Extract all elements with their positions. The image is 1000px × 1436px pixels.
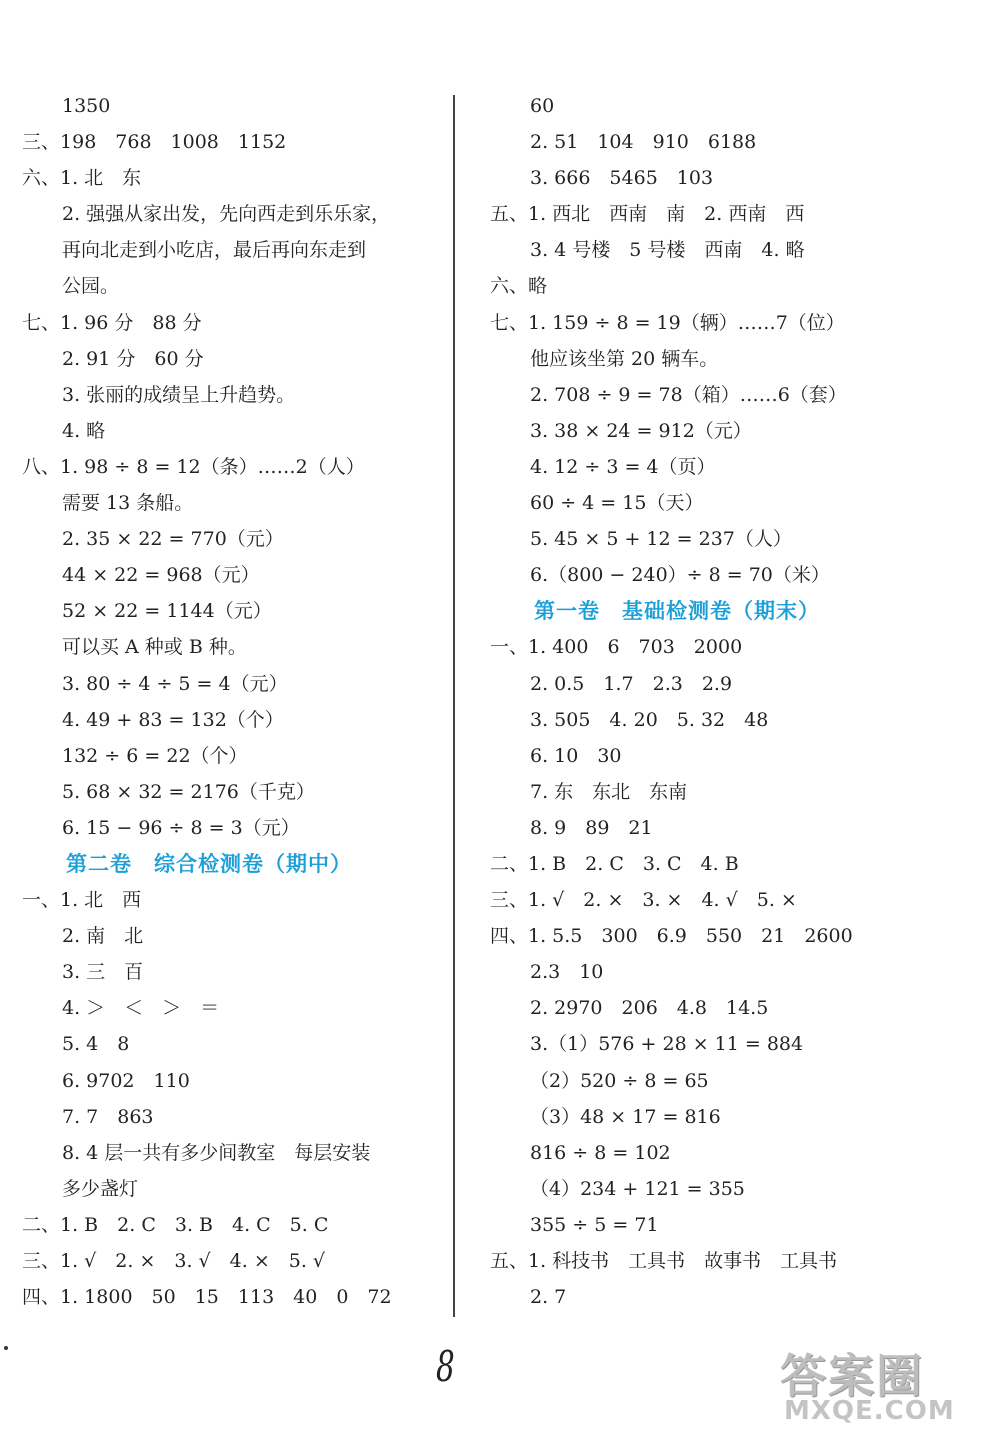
answer-line — [22, 593, 442, 629]
section-marker: 三、 — [22, 1250, 61, 1272]
answer-line — [490, 810, 960, 846]
answer-line — [490, 341, 960, 377]
section-marker: 二、 — [22, 1213, 61, 1236]
answer-text: 4. 12 ÷ 3 = 4（页） — [530, 455, 716, 478]
answer-line — [490, 268, 960, 304]
answer-text: 8. 4 层一共有多少间教室 每层安装 — [62, 1141, 371, 1164]
answer-text: 再向北走到小吃店，最后再向东走到 — [62, 239, 367, 262]
answer-line — [22, 124, 442, 160]
section-marker: 四、 — [22, 1286, 61, 1309]
watermark-url: MXQE.COM — [784, 1396, 955, 1426]
answer-text: 1. 5.5 300 6.9 550 21 2600 — [528, 925, 853, 948]
answer-text: 6.（800 − 240）÷ 8 = 70（米） — [530, 564, 830, 587]
answer-text: 52 × 22 = 1144（元） — [62, 600, 272, 623]
answer-line — [22, 305, 442, 341]
answer-text: 2. 0.5 1.7 2.3 2.9 — [530, 672, 733, 695]
answer-line — [22, 521, 442, 557]
answer-line — [22, 1099, 442, 1135]
answer-line — [490, 485, 960, 521]
answer-line — [22, 666, 442, 702]
answer-line — [22, 413, 442, 449]
answer-text: 1. 98 ÷ 8 = 12（条）……2（人） — [60, 455, 365, 478]
section-marker: 二、 — [490, 852, 529, 875]
answer-text: 1. 400 6 703 2000 — [528, 636, 743, 659]
answer-text: 1. 北 西 — [60, 889, 142, 912]
section-marker: 三、 — [490, 889, 529, 912]
answer-text: 2. 2970 206 4.8 14.5 — [530, 997, 769, 1020]
section-marker: 六、 — [22, 167, 61, 190]
answer-line — [490, 954, 960, 990]
answer-text: 5. 4 8 — [62, 1033, 130, 1056]
answer-line — [22, 341, 442, 377]
answer-line — [490, 882, 960, 918]
answer-line — [490, 1171, 960, 1207]
answer-line — [22, 1279, 442, 1315]
section-marker: 六、 — [490, 275, 529, 298]
answer-text: 1. 159 ÷ 8 = 19（辆）……7（位） — [528, 311, 845, 334]
answer-text: 355 ÷ 5 = 71 — [530, 1213, 659, 1236]
answer-line — [490, 521, 960, 557]
answer-line — [22, 1063, 442, 1099]
answer-text: 略 — [528, 275, 548, 298]
answer-text: 1. 96 分 88 分 — [60, 311, 202, 334]
answer-line — [490, 629, 960, 665]
answer-text: 3. 80 ÷ 4 ÷ 5 = 4（元） — [62, 672, 288, 695]
answer-text: 他应该坐第 20 辆车。 — [530, 347, 719, 370]
answer-line — [490, 305, 960, 341]
section-marker: 一、 — [490, 636, 529, 659]
answer-line — [490, 1063, 960, 1099]
answer-line — [22, 738, 442, 774]
answer-text: 60 ÷ 4 = 15（天） — [530, 492, 704, 515]
answer-text: 2. 91 分 60 分 — [62, 347, 204, 370]
answer-line — [490, 774, 960, 810]
section-marker: 八、 — [22, 455, 61, 478]
section-heading: 第一卷 基础检测卷（期末） — [534, 599, 820, 624]
answer-line — [490, 1099, 960, 1135]
page-number: 8 — [436, 1342, 455, 1391]
answer-text: 7. 7 863 — [62, 1105, 154, 1128]
answer-line — [490, 738, 960, 774]
answer-line — [490, 413, 960, 449]
answer-text: 3. 张丽的成绩呈上升趋势。 — [62, 383, 296, 406]
answer-text: 3. 三 百 — [62, 961, 144, 984]
answer-line — [22, 449, 442, 485]
answer-line — [22, 485, 442, 521]
section-marker: 七、 — [22, 311, 61, 334]
answer-line — [490, 1279, 960, 1315]
watermark — [780, 1340, 998, 1430]
answer-text: 2. 南 北 — [62, 925, 144, 948]
section-marker: 五、 — [490, 203, 529, 226]
answer-line — [22, 882, 442, 918]
answer-text: 需要 13 条船。 — [62, 492, 194, 515]
answer-text: 公园。 — [62, 275, 120, 298]
answer-text: 5. 45 × 5 + 12 = 237（人） — [530, 528, 792, 551]
answer-text: 198 768 1008 1152 — [60, 131, 287, 154]
answer-line — [22, 557, 442, 593]
answer-text: 1. B 2. C 3. B 4. C 5. C — [60, 1213, 329, 1236]
answer-line — [490, 196, 960, 232]
answer-line — [490, 1135, 960, 1171]
answer-line — [22, 1243, 442, 1279]
section-marker: 五、 — [490, 1250, 529, 1272]
answer-text: 可以买 A 种或 B 种。 — [62, 636, 247, 659]
answer-text: 6. 10 30 — [530, 744, 622, 767]
answer-line — [22, 377, 442, 413]
answer-text: 816 ÷ 8 = 102 — [530, 1141, 671, 1164]
answer-line — [22, 629, 442, 665]
answer-text: 6. 15 − 96 ÷ 8 = 3（元） — [62, 816, 300, 839]
answer-line — [490, 918, 960, 954]
section-marker: 七、 — [490, 311, 529, 334]
section-marker: 一、 — [22, 889, 61, 912]
answer-text: 多少盏灯 — [62, 1177, 139, 1200]
answer-text: 7. 东 东北 东南 — [530, 780, 688, 803]
answer-text: 2.3 10 — [530, 961, 604, 984]
answer-line — [490, 160, 960, 196]
answer-line — [490, 1026, 960, 1062]
answer-text: 44 × 22 = 968（元） — [62, 564, 260, 587]
answer-text: （4）234 + 121 = 355 — [530, 1177, 745, 1200]
answer-text: 6. 9702 110 — [62, 1069, 190, 1092]
answer-line — [22, 702, 442, 738]
answer-line — [22, 1171, 442, 1207]
answer-text: （3）48 × 17 = 816 — [530, 1105, 721, 1128]
answer-text: 3.（1）576 + 28 × 11 = 884 — [530, 1033, 804, 1056]
section-heading: 第二卷 综合检测卷（期中） — [66, 851, 352, 876]
answer-line — [490, 666, 960, 702]
answer-line — [490, 88, 960, 124]
answer-line — [490, 232, 960, 268]
answer-text: 1. B 2. C 3. C 4. B — [528, 852, 739, 875]
answer-line — [490, 557, 960, 593]
answer-line — [490, 702, 960, 738]
answer-text: 3. 4 号楼 5 号楼 西南 4. 略 — [530, 239, 805, 262]
answer-line — [490, 124, 960, 160]
answer-line — [22, 774, 442, 810]
answer-text: 1350 — [62, 95, 111, 117]
answer-line — [22, 196, 442, 232]
answer-line — [490, 377, 960, 413]
answer-text: 1. 1800 50 15 113 40 0 72 — [60, 1286, 392, 1309]
answer-text: 1. √ 2. × 3. × 4. √ 5. × — [528, 889, 797, 912]
answer-text: 2. 51 104 910 6188 — [530, 131, 757, 154]
answer-text: 2. 7 — [530, 1286, 567, 1309]
answer-line — [490, 846, 960, 882]
answer-line — [490, 449, 960, 485]
answer-text: 4. 49 + 83 = 132（个） — [62, 708, 284, 731]
answer-text: 1. 科技书 工具书 故事书 工具书 — [528, 1250, 838, 1272]
answer-text: 5. 68 × 32 = 2176（千克） — [62, 780, 315, 803]
answer-text: 1. √ 2. × 3. √ 4. × 5. √ — [60, 1250, 326, 1272]
answer-text: （2）520 ÷ 8 = 65 — [530, 1069, 709, 1092]
answer-line — [22, 268, 442, 304]
right-column — [490, 88, 960, 1315]
margin-dot — [4, 1346, 8, 1350]
answer-line — [490, 1243, 960, 1279]
answer-text: 132 ÷ 6 = 22（个） — [62, 744, 248, 767]
answer-line — [22, 990, 442, 1026]
answer-text: 2. 708 ÷ 9 = 78（箱）……6（套） — [530, 383, 847, 406]
answer-text: 1. 西北 西南 南 2. 西南 西 — [528, 203, 805, 226]
answer-line — [22, 954, 442, 990]
column-divider — [453, 95, 455, 1317]
answer-line — [22, 232, 442, 268]
answer-line — [22, 1207, 442, 1243]
section-marker: 四、 — [490, 925, 529, 948]
answer-text: 60 — [530, 95, 555, 117]
watermark-logo: 答案圈 — [780, 1349, 924, 1403]
answer-line — [490, 1207, 960, 1243]
answer-line — [22, 1135, 442, 1171]
answer-line — [22, 810, 442, 846]
answer-line — [22, 918, 442, 954]
answer-text: 4. ＞ ＜ ＞ ＝ — [62, 997, 220, 1020]
answer-text: 2. 强强从家出发，先向西走到乐乐家， — [62, 203, 391, 226]
answer-line — [490, 990, 960, 1026]
section-marker: 三、 — [22, 131, 61, 154]
answer-text: 3. 505 4. 20 5. 32 48 — [530, 708, 769, 731]
answer-text: 4. 略 — [62, 419, 106, 442]
answer-text: 3. 38 × 24 = 912（元） — [530, 419, 752, 442]
answer-line — [22, 1026, 442, 1062]
answer-text: 2. 35 × 22 = 770（元） — [62, 528, 284, 551]
answer-text: 3. 666 5465 103 — [530, 167, 714, 190]
left-column — [22, 88, 442, 1315]
answer-text: 1. 北 东 — [60, 167, 142, 190]
answer-line — [22, 88, 442, 124]
answer-text: 8. 9 89 21 — [530, 816, 653, 839]
answer-line — [22, 160, 442, 196]
